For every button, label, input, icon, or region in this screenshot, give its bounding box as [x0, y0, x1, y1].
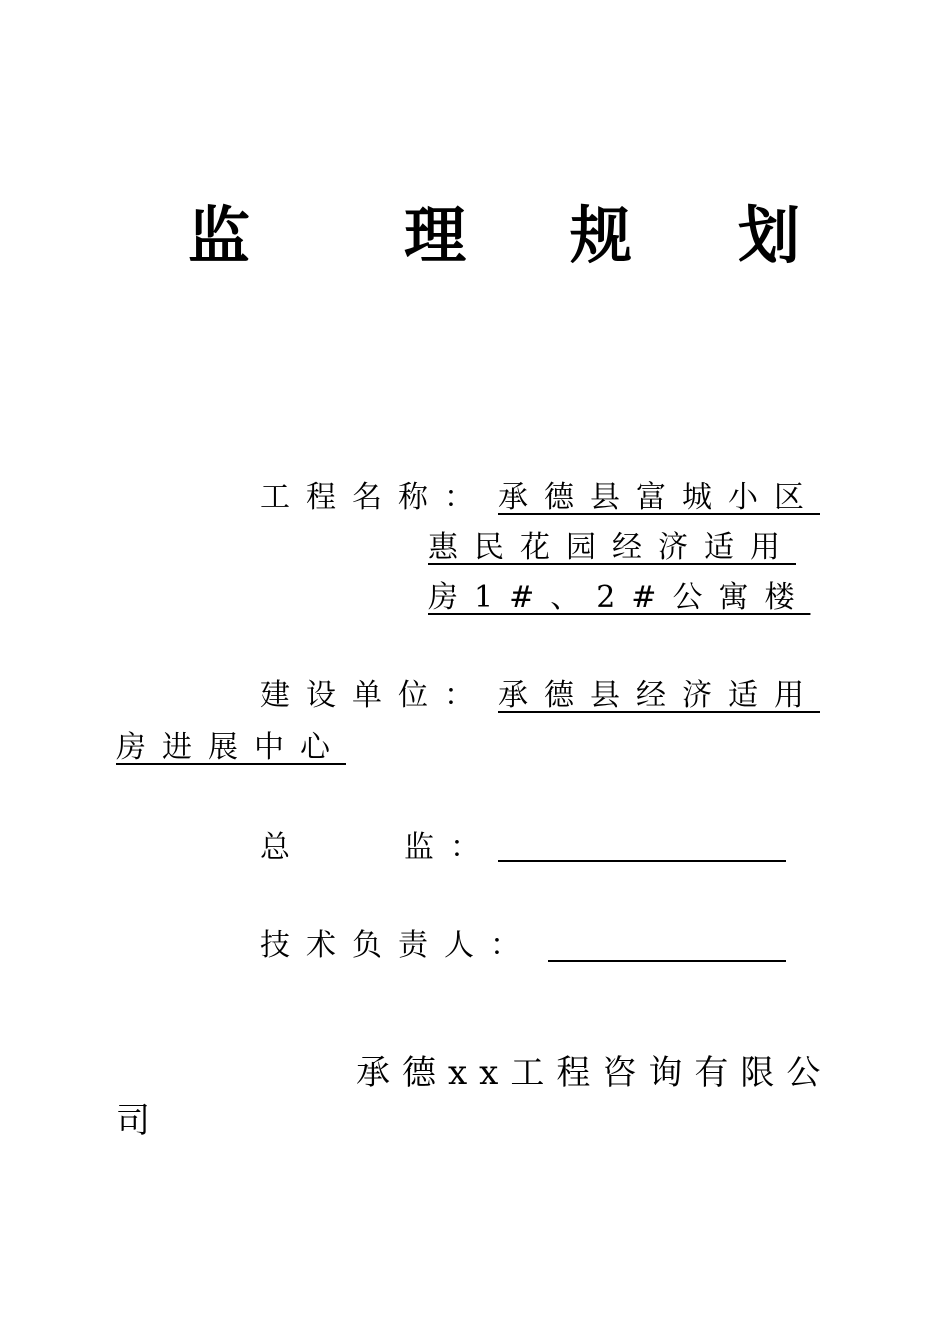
project-value-line3: 房1#、2#公寓楼 [428, 580, 811, 615]
client-value-line2: 房进展中心 [116, 730, 346, 765]
project-value-line2: 惠民花园经济适用 [428, 530, 796, 565]
client-label: 建设单位： [260, 678, 490, 713]
tech-signature-line [548, 960, 786, 962]
project-value-line1: 承德县富城小区 [498, 480, 820, 515]
project-label: 工程名称： [260, 480, 490, 515]
company-line2: 司 [116, 1101, 162, 1141]
client-value-line1: 承德县经济适用 [498, 678, 820, 713]
title-char-3: 规 [570, 199, 633, 272]
title-char-1: 监 [188, 199, 251, 272]
title-char-4: 划 [738, 199, 801, 272]
tech-label: 技术负责人： [260, 928, 536, 963]
title-char-2: 理 [404, 199, 467, 272]
chief-label-part1: 总 [260, 830, 306, 865]
company-line1: 承德xx工程咨询有限公 [356, 1053, 833, 1093]
chief-signature-line [498, 860, 786, 862]
chief-label-part2: 监： [404, 830, 496, 865]
